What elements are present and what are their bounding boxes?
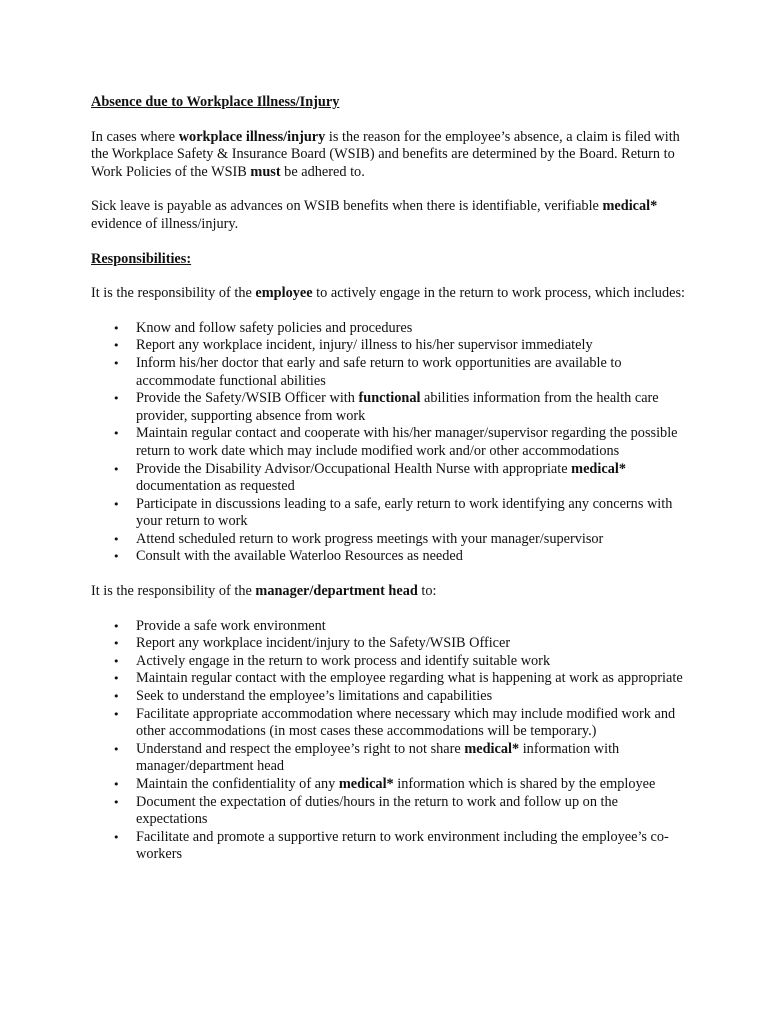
manager-responsibilities-list <box>91 618 691 864</box>
employee-responsibility-item <box>91 425 691 460</box>
intro-bold-2: must <box>250 163 281 180</box>
employee-lead-text-1: It is the responsibility of the <box>91 285 256 302</box>
manager-responsibility-item-text: Facilitate and promote a supportive return to work environment including the employee’s co-workers <box>136 828 669 863</box>
employee-responsibility-item-bold: medical* <box>571 460 626 477</box>
document-page <box>91 94 691 864</box>
manager-responsibility-item-text: Understand and respect the employee’s right to not share <box>136 740 465 757</box>
manager-responsibility-item-text: Document the expectation of duties/hours in the return to work and follow up on the expectations <box>136 793 619 828</box>
sick-leave-text-1: Sick leave is payable as advances on WSIB benefits when there is identifiable, verifiable <box>91 198 603 215</box>
employee-responsibility-item-text-end: documentation as requested <box>136 478 295 495</box>
manager-responsibility-item <box>91 829 691 864</box>
manager-responsibility-item <box>91 653 691 671</box>
bullet-icon: • <box>113 830 120 844</box>
intro-paragraph <box>91 129 691 182</box>
bullet-icon: • <box>113 707 120 721</box>
employee-responsibility-item-text-end: abilities information from the health care provider, supporting absence from work <box>136 390 659 424</box>
employee-responsibility-item-text: Know and follow safety policies and procedures <box>136 319 413 336</box>
employee-responsibility-item <box>91 461 691 496</box>
employee-responsibilities-list <box>91 320 691 566</box>
employee-responsibility-item <box>91 355 691 390</box>
manager-responsibility-item <box>91 776 691 794</box>
bullet-icon: • <box>113 795 120 809</box>
employee-responsibility-item <box>91 390 691 425</box>
bullet-icon: • <box>113 637 120 651</box>
intro-text-3: be adhered to. <box>280 163 365 180</box>
employee-lead-text-2: to actively engage in the return to work process, which includes: <box>312 285 685 302</box>
manager-responsibility-item <box>91 688 691 706</box>
manager-responsibility-item <box>91 794 691 829</box>
bullet-icon: • <box>113 690 120 704</box>
manager-lead-text-1: It is the responsibility of the <box>91 583 256 600</box>
bullet-icon: • <box>113 742 120 756</box>
bullet-icon: • <box>113 497 120 511</box>
bullet-icon: • <box>113 532 120 546</box>
manager-responsibility-item-text: Report any workplace incident/injury to the Safety/WSIB Officer <box>136 635 511 652</box>
employee-responsibility-item <box>91 531 691 549</box>
employee-responsibility-item-bold: functional <box>358 390 421 407</box>
manager-responsibility-item <box>91 618 691 636</box>
bullet-icon: • <box>113 321 120 335</box>
manager-responsibility-item-text: Provide a safe work environment <box>136 617 326 634</box>
responsibilities-heading: Responsibilities: <box>91 250 192 267</box>
bullet-icon: • <box>113 462 120 476</box>
sick-leave-bold: medical* <box>602 198 658 215</box>
manager-lead-bold: manager/department head <box>255 583 418 600</box>
manager-responsibility-item-text-end: information which is shared by the employee <box>393 776 656 792</box>
employee-responsibility-item-text: Inform his/her doctor that early and safe return to work opportunities are available to accommodate functional abilities <box>136 354 622 389</box>
manager-responsibility-item-bold: medical* <box>338 776 394 792</box>
manager-responsibility-item-bold: medical* <box>464 740 520 757</box>
manager-responsibility-item <box>91 741 691 776</box>
sick-leave-paragraph <box>91 198 691 233</box>
bullet-icon: • <box>113 392 120 406</box>
manager-responsibility-item-text: Seek to understand the employee’s limitations and capabilities <box>136 688 493 705</box>
employee-responsibility-item-text: Consult with the available Waterloo Resources as needed <box>136 548 463 565</box>
bullet-icon: • <box>113 619 120 633</box>
intro-bold-1: workplace illness/injury <box>178 128 326 145</box>
employee-responsibility-item <box>91 337 691 355</box>
document-title: Absence due to Workplace Illness/Injury <box>91 94 340 110</box>
manager-responsibility-item-text: Maintain regular contact with the employee regarding what is happening at work as appropriate <box>136 670 683 687</box>
intro-text-1: In cases where <box>91 128 179 145</box>
employee-responsibility-item-text: Attend scheduled return to work progress meetings with your manager/supervisor <box>136 530 604 547</box>
intro-text-2: is the reason for the employee’s absence, a claim is filed with the Workplace Safety & Insurance Board (WSIB) and benefits are determined by the Board. Return to Work Policies of the WSIB <box>91 128 680 180</box>
employee-lead-paragraph <box>91 285 691 303</box>
manager-lead-paragraph <box>91 583 691 601</box>
manager-responsibility-item-text: Maintain the confidentiality of any <box>136 776 339 792</box>
manager-responsibility-item-text: Facilitate appropriate accommodation where necessary which may include modified work and other accommodations (in most cases these accommodations will be temporary.) <box>136 705 676 740</box>
employee-responsibility-item-text: Report any workplace incident, injury/ illness to his/her supervisor immediately <box>136 337 593 354</box>
employee-responsibility-item <box>91 496 691 531</box>
manager-responsibility-item <box>91 706 691 741</box>
employee-responsibility-item-text: Participate in discussions leading to a safe, early return to work identifying any concerns with your return to work <box>136 495 673 530</box>
manager-responsibility-item <box>91 670 691 688</box>
employee-responsibility-item-text: Provide the Safety/WSIB Officer with <box>136 390 359 407</box>
manager-responsibility-item-text: Actively engage in the return to work process and identify suitable work <box>136 652 551 669</box>
employee-responsibility-item <box>91 548 691 566</box>
bullet-icon: • <box>113 339 120 353</box>
bullet-icon: • <box>113 356 120 370</box>
employee-lead-bold: employee <box>255 285 313 302</box>
bullet-icon: • <box>113 427 120 441</box>
manager-responsibility-item-text-end: information with manager/department head <box>136 740 620 775</box>
bullet-icon: • <box>113 672 120 686</box>
employee-responsibility-item <box>91 320 691 338</box>
bullet-icon: • <box>113 778 120 791</box>
manager-responsibility-item <box>91 635 691 653</box>
sick-leave-text-2: evidence of illness/injury. <box>91 215 239 232</box>
employee-responsibility-item-text: Maintain regular contact and cooperate with his/her manager/supervisor regarding the possible return to work date which may include modified work and/or other accommodations <box>136 425 678 459</box>
manager-lead-text-2: to: <box>417 583 437 600</box>
bullet-icon: • <box>113 654 120 668</box>
employee-responsibility-item-text: Provide the Disability Advisor/Occupational Health Nurse with appropriate <box>136 460 572 477</box>
bullet-icon: • <box>113 550 120 564</box>
